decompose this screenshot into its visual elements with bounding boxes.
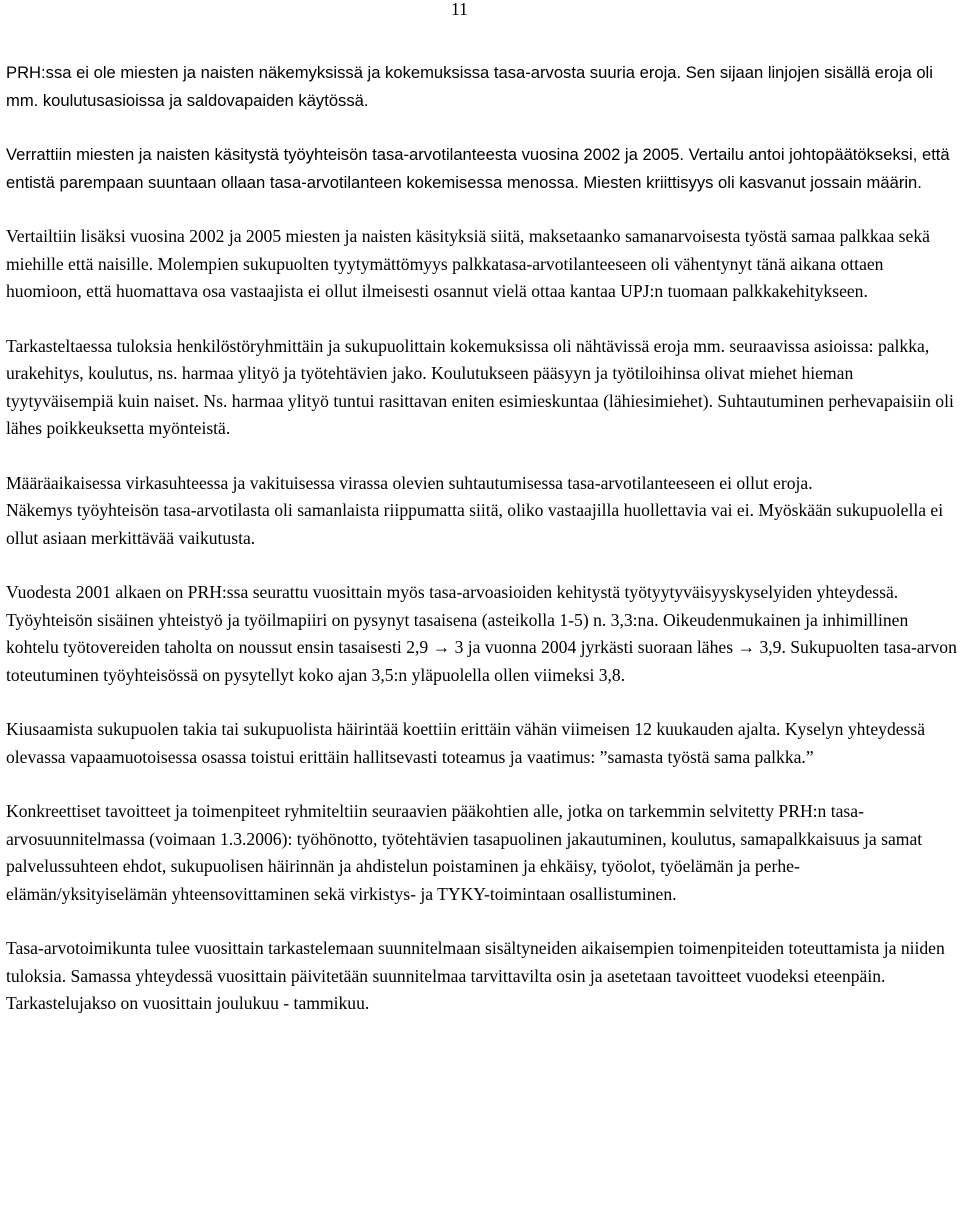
page-number: 11 [451,0,468,19]
paragraph-8: Kiusaamista sukupuolen takia tai sukupuolista häirintää koettiin erittäin vähän viimeisen 12 kuukauden ajalta. Kyselyn yhteydessä olevassa vapaamuotoisessa osassa toistui erittäin hallitsevasti toteamus ja vaatimus: ”samasta työstä sama palkka.” [6,719,926,767]
paragraph-4: Tarkasteltaessa tuloksia henkilöstöryhmittäin ja sukupuolittain kokemuksissa oli nähtävissä eroja mm. seuraavissa asioissa: palkka, urakehitys, koulutus, ns. harmaa ylityö ja työtehtävien jako. Koulutukseen pääsyyn ja työtiloihinsa olivat miehet hieman tyytyväisempiä kuin naiset. Ns. harmaa ylityö tuntui rasittavan eniten esimieskuntaa (lähiesimiehet). Suhtautuminen perhevapaisiin oli lähes poikkeuksetta myönteistä. [6,335,954,438]
paragraph-9: Konkreettiset tavoitteet ja toimenpiteet ryhmiteltiin seuraavien pääkohtien alle, jotka on tarkemmin selvitetty PRH:n tasa-arvosuunnitelmassa (voimaan 1.3.2006): työhönotto, työtehtävien tasapuolinen jakautuminen, koulutus, samapalkkaisuus ja samat palvelussuhteen ehdot, sukupuolisen häirinnän ja ahdistelun poistaminen ja ehkäisy, työolot, työelämän ja perhe-elämän/yksityiselämän yhteensovittaminen sekä virkistys- ja TYKY-toimintaan osallistuminen. [6,801,923,904]
paragraph-5: Määräaikaisessa virkasuhteessa ja vakituisessa virassa olevien suhtautumisessa tasa-arvotilanteeseen ei ollut eroja. [6,472,813,493]
paragraph-1: PRH:ssa ei ole miesten ja naisten näkemyksissä ja kokemuksissa tasa-arvosta suuria eroja. Sen sijaan linjojen sisällä eroja oli mm. koulutusasioissa ja saldovapaiden käytössä. [6,63,933,110]
document-body [6,59,958,1018]
paragraph-3: Vertailtiin lisäksi vuosina 2002 ja 2005 miesten ja naisten käsityksiä siitä, maksetaanko samanarvoisesta työstä samaa palkkaa sekä miehille että naisille. Molempien sukupuolten tyytymättömyys palkkatasa-arvotilanteeseen oli vähentynyt tänä aikana ottaen huomioon, että huomattava osa vastaajista ei ollut ilmeisesti osannut vielä ottaa kantaa UPJ:n tuomaan palkkakehitykseen. [6,226,930,301]
paragraph-7: Vuodesta 2001 alkaen on PRH:ssa seurattu vuosittain myös tasa-arvoasioiden kehitystä työtyytyväisyyskyselyiden yhteydessä. Työyhteisön sisäinen yhteistyö ja työilmapiiri on pysynyt tasaisena (asteikolla 1-5) n. 3,3:na. Oikeudenmukainen ja inhimillinen kohtelu työtovereiden taholta on noussut ensin tasaisesti 2,9 → 3 ja vuonna 2004 jyrkästi suoraan lähes → 3,9. Sukupuolten tasa-arvon toteutuminen työyhteisössä on pysytellyt koko ajan 3,5:n yläpuolella ollen viimeksi 3,8. [6,582,957,685]
paragraph-6: Näkemys työyhteisön tasa-arvotilasta oli samanlaista riippumatta siitä, oliko vastaajilla huollettavia vai ei. Myöskään sukupuolella ei ollut asiaan merkittävää vaikutusta. [6,500,944,548]
paragraph-10: Tasa-arvotoimikunta tulee vuosittain tarkastelemaan suunnitelmaan sisältyneiden aikaisempien toimenpiteiden toteuttamista ja niiden tuloksia. Samassa yhteydessä vuosittain päivitetään suunnitelmaa tarvittavilta osin ja asetetaan tavoitteet vuodeksi eteenpäin. Tarkastelujakso on vuosittain joulukuu - tammikuu. [6,938,945,1013]
paragraph-2: Verrattiin miesten ja naisten käsitystä työyhteisön tasa-arvotilanteesta vuosina 2002 ja 2005. Vertailu antoi johtopäätökseksi, että entistä parempaan suuntaan ollaan tasa-arvotilanteen kokemisessa menossa. Miesten kriittisyys oli kasvanut jossain määrin. [6,145,950,192]
